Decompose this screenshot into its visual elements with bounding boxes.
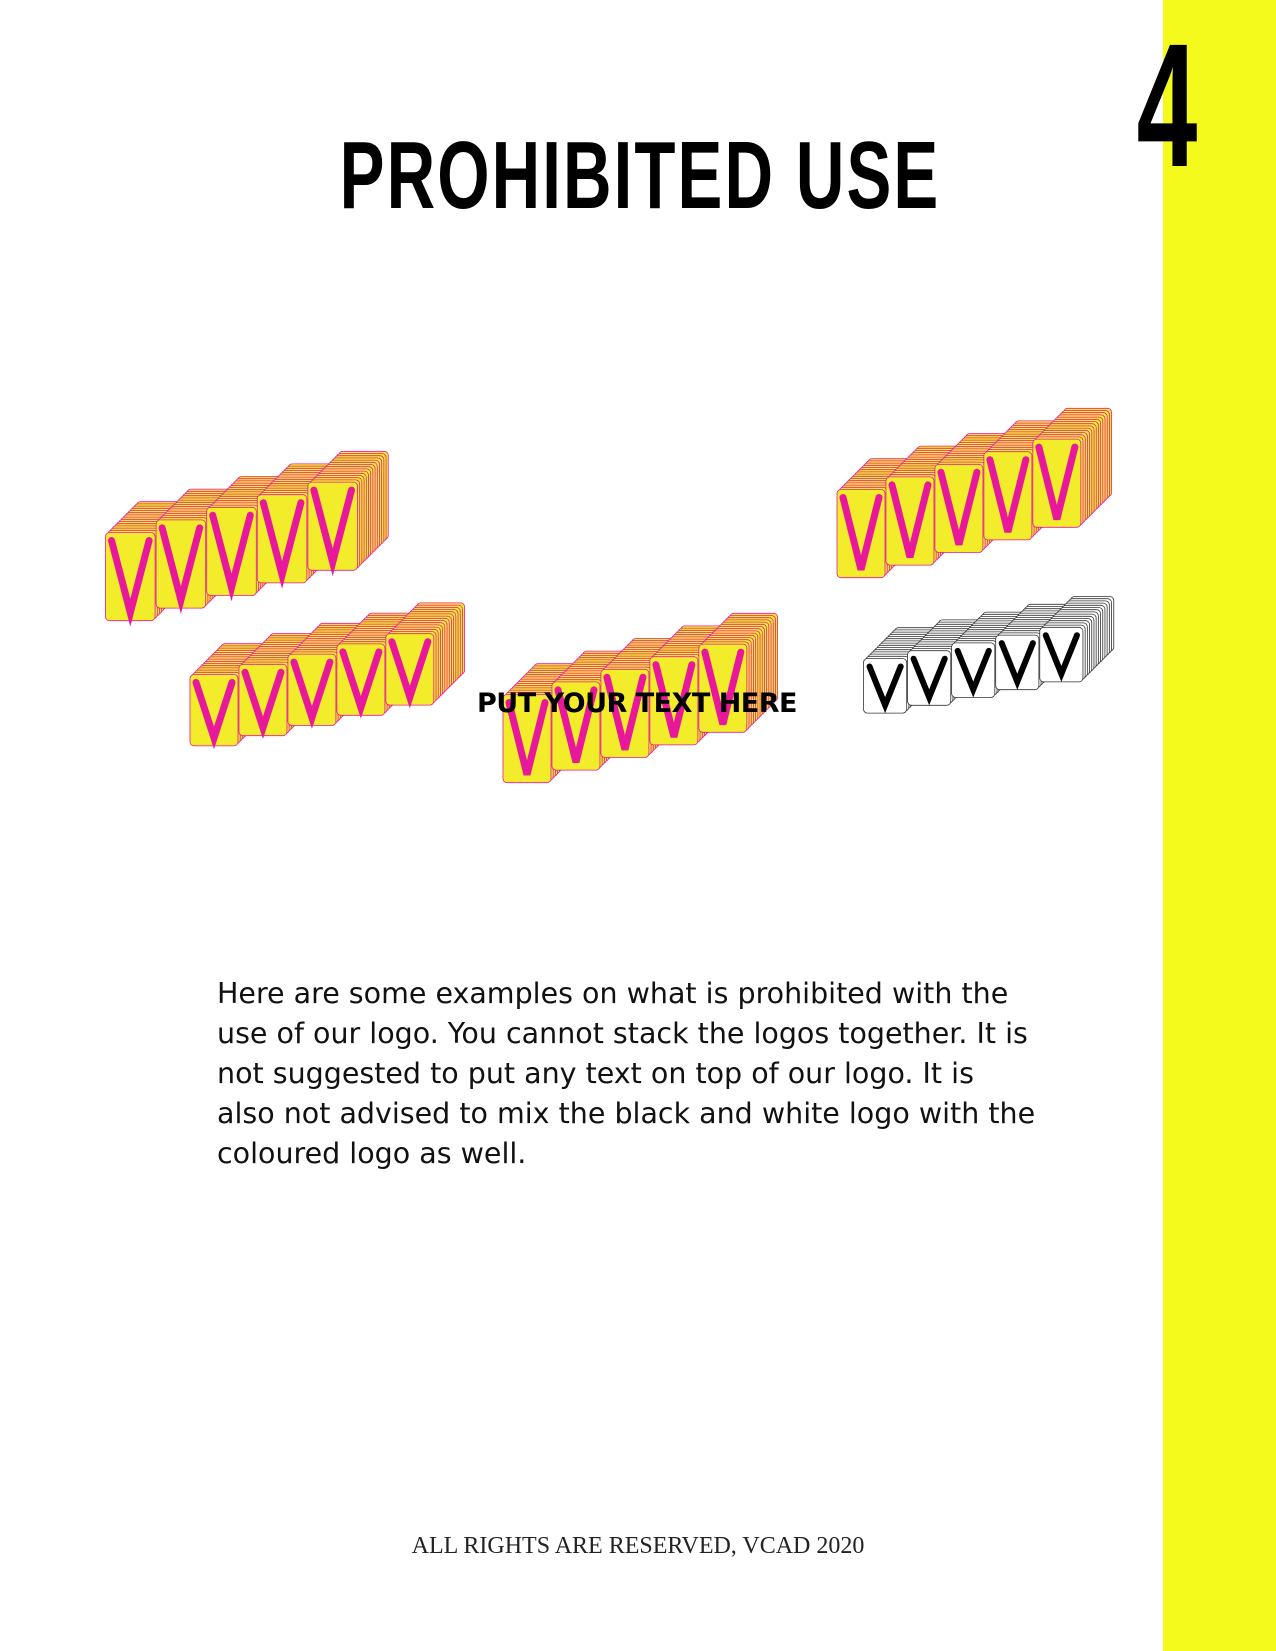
yellow-side-band [1163, 0, 1276, 1651]
footer-copyright: ALL RIGHTS ARE RESERVED, VCAD 2020 [411, 1533, 865, 1559]
page-number: 4 [1136, 8, 1198, 204]
logo-extrusion [190, 603, 465, 746]
page-title: PROHIBITED USE [339, 122, 941, 229]
logo-graphic [175, 598, 475, 768]
mixed-logo-bw [850, 600, 1120, 730]
logo-extrusion [106, 451, 389, 620]
logo-extrusion [837, 408, 1112, 577]
overlay-text: PUT YOUR TEXT HERE [477, 688, 797, 719]
body-paragraph: Here are some examples on what is prohibited with the use of our logo. You cannot stack the logos together. It is not suggested to put any text on top of our logo. It is also not advised to mix the black and white logo with the coloured logo as well. [217, 977, 1036, 1170]
logo-extrusion [864, 597, 1114, 714]
logo-graphic [822, 395, 1122, 605]
mixed-logo-colour [822, 395, 1122, 605]
stacked-logo-bottom [175, 598, 475, 768]
logo-graphic [850, 600, 1120, 730]
